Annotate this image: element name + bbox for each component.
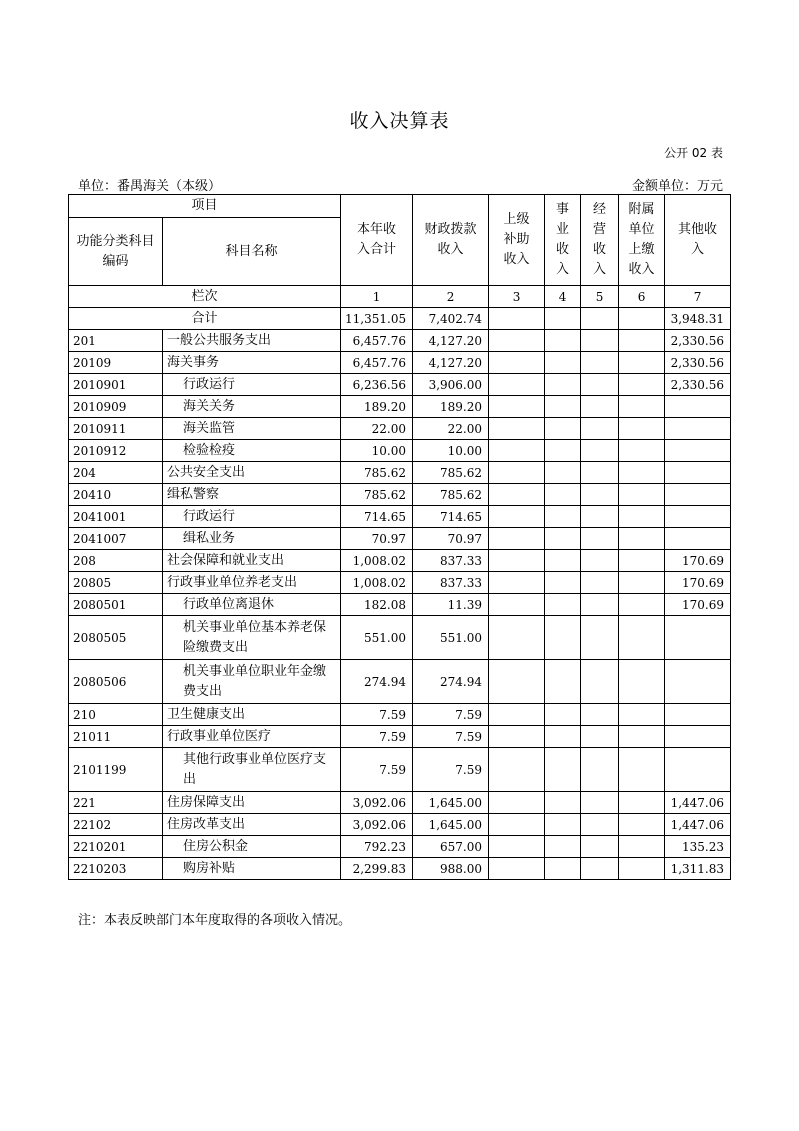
total-income-cell: 10.00 — [341, 440, 413, 462]
subject-code: 2041007 — [69, 528, 163, 550]
business-income-cell — [545, 792, 581, 814]
subject-name: 其他行政事业单位医疗支出 — [163, 748, 341, 792]
superior-subsidy-cell — [489, 836, 545, 858]
table-row — [69, 352, 731, 374]
affiliate-income-cell — [619, 726, 665, 748]
business-income-cell — [545, 836, 581, 858]
business-income-cell — [545, 462, 581, 484]
column-number: 7 — [665, 286, 731, 308]
table-row — [69, 484, 731, 506]
fiscal-income-cell: 7.59 — [413, 704, 489, 726]
subject-name: 检验检疫 — [163, 440, 341, 462]
fiscal-income-cell: 551.00 — [413, 616, 489, 660]
other-income-cell: 1,447.06 — [665, 814, 731, 836]
superior-subsidy-cell — [489, 748, 545, 792]
superior-subsidy-cell — [489, 506, 545, 528]
operating-income-cell — [581, 572, 619, 594]
header-superior-subsidy: 上级补助收入 — [489, 195, 545, 286]
business-income-cell — [545, 374, 581, 396]
other-income-cell — [665, 506, 731, 528]
superior-subsidy-cell — [489, 374, 545, 396]
total-income-cell: 6,457.76 — [341, 352, 413, 374]
affiliate-income-cell — [619, 836, 665, 858]
table-row — [69, 748, 731, 792]
subject-name: 行政运行 — [163, 374, 341, 396]
other-income-cell: 2,330.56 — [665, 352, 731, 374]
income-table — [68, 194, 731, 880]
subject-code: 204 — [69, 462, 163, 484]
operating-income-cell — [581, 726, 619, 748]
total-income-cell: 189.20 — [341, 396, 413, 418]
total-income-cell: 6,236.56 — [341, 374, 413, 396]
header-code: 功能分类科目编码 — [69, 218, 163, 286]
superior-subsidy-cell — [489, 726, 545, 748]
subject-name: 海关事务 — [163, 352, 341, 374]
business-income-cell — [545, 528, 581, 550]
operating-income-cell — [581, 462, 619, 484]
column-number: 2 — [413, 286, 489, 308]
fiscal-income-cell: 189.20 — [413, 396, 489, 418]
operating-income-cell — [581, 748, 619, 792]
fiscal-income-cell: 274.94 — [413, 660, 489, 704]
superior-subsidy-cell — [489, 858, 545, 880]
fiscal-income-cell: 657.00 — [413, 836, 489, 858]
other-income-cell — [665, 616, 731, 660]
other-income-cell: 1,447.06 — [665, 792, 731, 814]
table-row — [69, 440, 731, 462]
header-affiliate-income: 附属单位上缴收入 — [619, 195, 665, 286]
fiscal-income-cell: 1,645.00 — [413, 792, 489, 814]
superior-subsidy-cell — [489, 330, 545, 352]
header-row-1 — [69, 195, 731, 218]
subject-code: 2210201 — [69, 836, 163, 858]
subject-name: 海关关务 — [163, 396, 341, 418]
subject-code: 2010911 — [69, 418, 163, 440]
affiliate-income-cell — [619, 748, 665, 792]
fiscal-income-cell: 4,127.20 — [413, 330, 489, 352]
table-row — [69, 594, 731, 616]
fiscal-income-cell: 4,127.20 — [413, 352, 489, 374]
business-income-cell — [545, 484, 581, 506]
total-c2: 7,402.74 — [413, 308, 489, 330]
table-row — [69, 704, 731, 726]
business-income-cell — [545, 594, 581, 616]
lanci-label: 栏次 — [69, 286, 341, 308]
table-row — [69, 814, 731, 836]
subject-name: 机关事业单位基本养老保险缴费支出 — [163, 616, 341, 660]
subject-name: 公共安全支出 — [163, 462, 341, 484]
fiscal-income-cell: 22.00 — [413, 418, 489, 440]
fiscal-income-cell: 785.62 — [413, 462, 489, 484]
other-income-cell — [665, 440, 731, 462]
table-row — [69, 462, 731, 484]
superior-subsidy-cell — [489, 528, 545, 550]
subject-code: 2210203 — [69, 858, 163, 880]
header-operating-income: 经营收入 — [581, 195, 619, 286]
fiscal-income-cell: 70.97 — [413, 528, 489, 550]
business-income-cell — [545, 858, 581, 880]
other-income-cell — [665, 660, 731, 704]
fiscal-income-cell: 1,645.00 — [413, 814, 489, 836]
subject-code: 201 — [69, 330, 163, 352]
total-income-cell: 714.65 — [341, 506, 413, 528]
total-income-cell: 274.94 — [341, 660, 413, 704]
operating-income-cell — [581, 374, 619, 396]
header-other-income: 其他收入 — [665, 195, 731, 286]
subject-name: 缉私警察 — [163, 484, 341, 506]
business-income-cell — [545, 330, 581, 352]
column-number: 6 — [619, 286, 665, 308]
table-row — [69, 726, 731, 748]
subject-name: 住房保障支出 — [163, 792, 341, 814]
superior-subsidy-cell — [489, 792, 545, 814]
reporting-unit: 单位：番禺海关（本级） — [78, 179, 222, 194]
affiliate-income-cell — [619, 396, 665, 418]
total-income-cell: 6,457.76 — [341, 330, 413, 352]
superior-subsidy-cell — [489, 660, 545, 704]
column-number: 4 — [545, 286, 581, 308]
operating-income-cell — [581, 506, 619, 528]
affiliate-income-cell — [619, 814, 665, 836]
operating-income-cell — [581, 858, 619, 880]
table-row — [69, 418, 731, 440]
other-income-cell: 1,311.83 — [665, 858, 731, 880]
other-income-cell — [665, 528, 731, 550]
total-income-cell: 792.23 — [341, 836, 413, 858]
operating-income-cell — [581, 550, 619, 572]
superior-subsidy-cell — [489, 814, 545, 836]
form-number: 公开 02 表 — [664, 146, 723, 160]
operating-income-cell — [581, 704, 619, 726]
other-income-cell: 2,330.56 — [665, 330, 731, 352]
table-row — [69, 528, 731, 550]
superior-subsidy-cell — [489, 418, 545, 440]
total-c1: 11,351.05 — [341, 308, 413, 330]
superior-subsidy-cell — [489, 462, 545, 484]
operating-income-cell — [581, 484, 619, 506]
subject-name: 缉私业务 — [163, 528, 341, 550]
table-row — [69, 374, 731, 396]
table-row — [69, 836, 731, 858]
subject-code: 2041001 — [69, 506, 163, 528]
business-income-cell — [545, 660, 581, 704]
business-income-cell — [545, 704, 581, 726]
fiscal-income-cell: 3,906.00 — [413, 374, 489, 396]
operating-income-cell — [581, 814, 619, 836]
superior-subsidy-cell — [489, 352, 545, 374]
other-income-cell — [665, 748, 731, 792]
fiscal-income-cell: 10.00 — [413, 440, 489, 462]
subject-name: 住房公积金 — [163, 836, 341, 858]
header-name: 科目名称 — [163, 218, 341, 286]
affiliate-income-cell — [619, 572, 665, 594]
subject-code: 21011 — [69, 726, 163, 748]
subject-code: 2010909 — [69, 396, 163, 418]
footnote: 注：本表反映部门本年度取得的各项收入情况。 — [78, 913, 352, 928]
operating-income-cell — [581, 396, 619, 418]
operating-income-cell — [581, 352, 619, 374]
fiscal-income-cell: 714.65 — [413, 506, 489, 528]
subject-code: 221 — [69, 792, 163, 814]
subject-name: 购房补贴 — [163, 858, 341, 880]
table-row — [69, 396, 731, 418]
table-row — [69, 660, 731, 704]
business-income-cell — [545, 572, 581, 594]
business-income-cell — [545, 748, 581, 792]
operating-income-cell — [581, 528, 619, 550]
subject-code: 2010901 — [69, 374, 163, 396]
subject-code: 22102 — [69, 814, 163, 836]
fiscal-income-cell: 11.39 — [413, 594, 489, 616]
table-row — [69, 550, 731, 572]
business-income-cell — [545, 506, 581, 528]
operating-income-cell — [581, 792, 619, 814]
fiscal-income-cell: 7.59 — [413, 726, 489, 748]
affiliate-income-cell — [619, 330, 665, 352]
subject-name: 住房改革支出 — [163, 814, 341, 836]
other-income-cell — [665, 704, 731, 726]
table-row — [69, 858, 731, 880]
superior-subsidy-cell — [489, 594, 545, 616]
other-income-cell — [665, 726, 731, 748]
superior-subsidy-cell — [489, 396, 545, 418]
subject-code: 20109 — [69, 352, 163, 374]
subject-name: 海关监管 — [163, 418, 341, 440]
fiscal-income-cell: 785.62 — [413, 484, 489, 506]
operating-income-cell — [581, 330, 619, 352]
affiliate-income-cell — [619, 616, 665, 660]
total-income-cell: 3,092.06 — [341, 814, 413, 836]
total-income-cell: 551.00 — [341, 616, 413, 660]
column-number: 1 — [341, 286, 413, 308]
total-income-cell: 3,092.06 — [341, 792, 413, 814]
subject-code: 2080501 — [69, 594, 163, 616]
affiliate-income-cell — [619, 858, 665, 880]
affiliate-income-cell — [619, 440, 665, 462]
subject-code: 2080505 — [69, 616, 163, 660]
table-row — [69, 616, 731, 660]
subject-name: 行政事业单位医疗 — [163, 726, 341, 748]
superior-subsidy-cell — [489, 616, 545, 660]
other-income-cell: 2,330.56 — [665, 374, 731, 396]
business-income-cell — [545, 352, 581, 374]
other-income-cell: 170.69 — [665, 594, 731, 616]
total-income-cell: 7.59 — [341, 748, 413, 792]
business-income-cell — [545, 726, 581, 748]
operating-income-cell — [581, 616, 619, 660]
business-income-cell — [545, 440, 581, 462]
total-income-cell: 7.59 — [341, 726, 413, 748]
business-income-cell — [545, 814, 581, 836]
subject-name: 行政事业单位养老支出 — [163, 572, 341, 594]
subject-code: 210 — [69, 704, 163, 726]
total-income-cell: 785.62 — [341, 462, 413, 484]
other-income-cell: 170.69 — [665, 550, 731, 572]
operating-income-cell — [581, 418, 619, 440]
fiscal-income-cell: 837.33 — [413, 550, 489, 572]
subject-code: 208 — [69, 550, 163, 572]
affiliate-income-cell — [619, 550, 665, 572]
total-income-cell: 7.59 — [341, 704, 413, 726]
table-row — [69, 330, 731, 352]
subject-code: 2101199 — [69, 748, 163, 792]
operating-income-cell — [581, 836, 619, 858]
affiliate-income-cell — [619, 506, 665, 528]
superior-subsidy-cell — [489, 440, 545, 462]
header-business-income: 事业收入 — [545, 195, 581, 286]
fiscal-income-cell: 7.59 — [413, 748, 489, 792]
operating-income-cell — [581, 594, 619, 616]
business-income-cell — [545, 396, 581, 418]
affiliate-income-cell — [619, 352, 665, 374]
total-label: 合计 — [69, 308, 341, 330]
affiliate-income-cell — [619, 792, 665, 814]
affiliate-income-cell — [619, 462, 665, 484]
total-income-cell: 2,299.83 — [341, 858, 413, 880]
total-income-cell: 1,008.02 — [341, 572, 413, 594]
subject-name: 卫生健康支出 — [163, 704, 341, 726]
business-income-cell — [545, 418, 581, 440]
superior-subsidy-cell — [489, 572, 545, 594]
other-income-cell: 135.23 — [665, 836, 731, 858]
header-fiscal-income: 财政拨款收入 — [413, 195, 489, 286]
affiliate-income-cell — [619, 484, 665, 506]
column-number-row — [69, 286, 731, 308]
subject-code: 2080506 — [69, 660, 163, 704]
subject-code: 20410 — [69, 484, 163, 506]
total-income-cell: 22.00 — [341, 418, 413, 440]
other-income-cell — [665, 484, 731, 506]
total-income-cell: 70.97 — [341, 528, 413, 550]
header-total-income: 本年收入合计 — [341, 195, 413, 286]
affiliate-income-cell — [619, 660, 665, 704]
table-row — [69, 506, 731, 528]
total-row — [69, 308, 731, 330]
total-income-cell: 1,008.02 — [341, 550, 413, 572]
business-income-cell — [545, 616, 581, 660]
total-c7: 3,948.31 — [665, 308, 731, 330]
business-income-cell — [545, 550, 581, 572]
total-income-cell: 182.08 — [341, 594, 413, 616]
subject-name: 行政运行 — [163, 506, 341, 528]
operating-income-cell — [581, 660, 619, 704]
affiliate-income-cell — [619, 418, 665, 440]
fiscal-income-cell: 837.33 — [413, 572, 489, 594]
other-income-cell: 170.69 — [665, 572, 731, 594]
fiscal-income-cell: 988.00 — [413, 858, 489, 880]
subject-name: 机关事业单位职业年金缴费支出 — [163, 660, 341, 704]
header-project: 项目 — [69, 195, 341, 218]
affiliate-income-cell — [619, 374, 665, 396]
page-title: 收入决算表 — [349, 110, 450, 132]
other-income-cell — [665, 462, 731, 484]
affiliate-income-cell — [619, 704, 665, 726]
amount-unit: 金额单位：万元 — [631, 179, 723, 194]
affiliate-income-cell — [619, 594, 665, 616]
affiliate-income-cell — [619, 528, 665, 550]
column-number: 5 — [581, 286, 619, 308]
subject-name: 行政单位离退休 — [163, 594, 341, 616]
other-income-cell — [665, 396, 731, 418]
subject-name: 社会保障和就业支出 — [163, 550, 341, 572]
subject-code: 20805 — [69, 572, 163, 594]
superior-subsidy-cell — [489, 484, 545, 506]
subject-name: 一般公共服务支出 — [163, 330, 341, 352]
superior-subsidy-cell — [489, 550, 545, 572]
operating-income-cell — [581, 440, 619, 462]
subject-code: 2010912 — [69, 440, 163, 462]
total-income-cell: 785.62 — [341, 484, 413, 506]
table-row — [69, 792, 731, 814]
superior-subsidy-cell — [489, 704, 545, 726]
column-number: 3 — [489, 286, 545, 308]
other-income-cell — [665, 418, 731, 440]
table-row — [69, 572, 731, 594]
